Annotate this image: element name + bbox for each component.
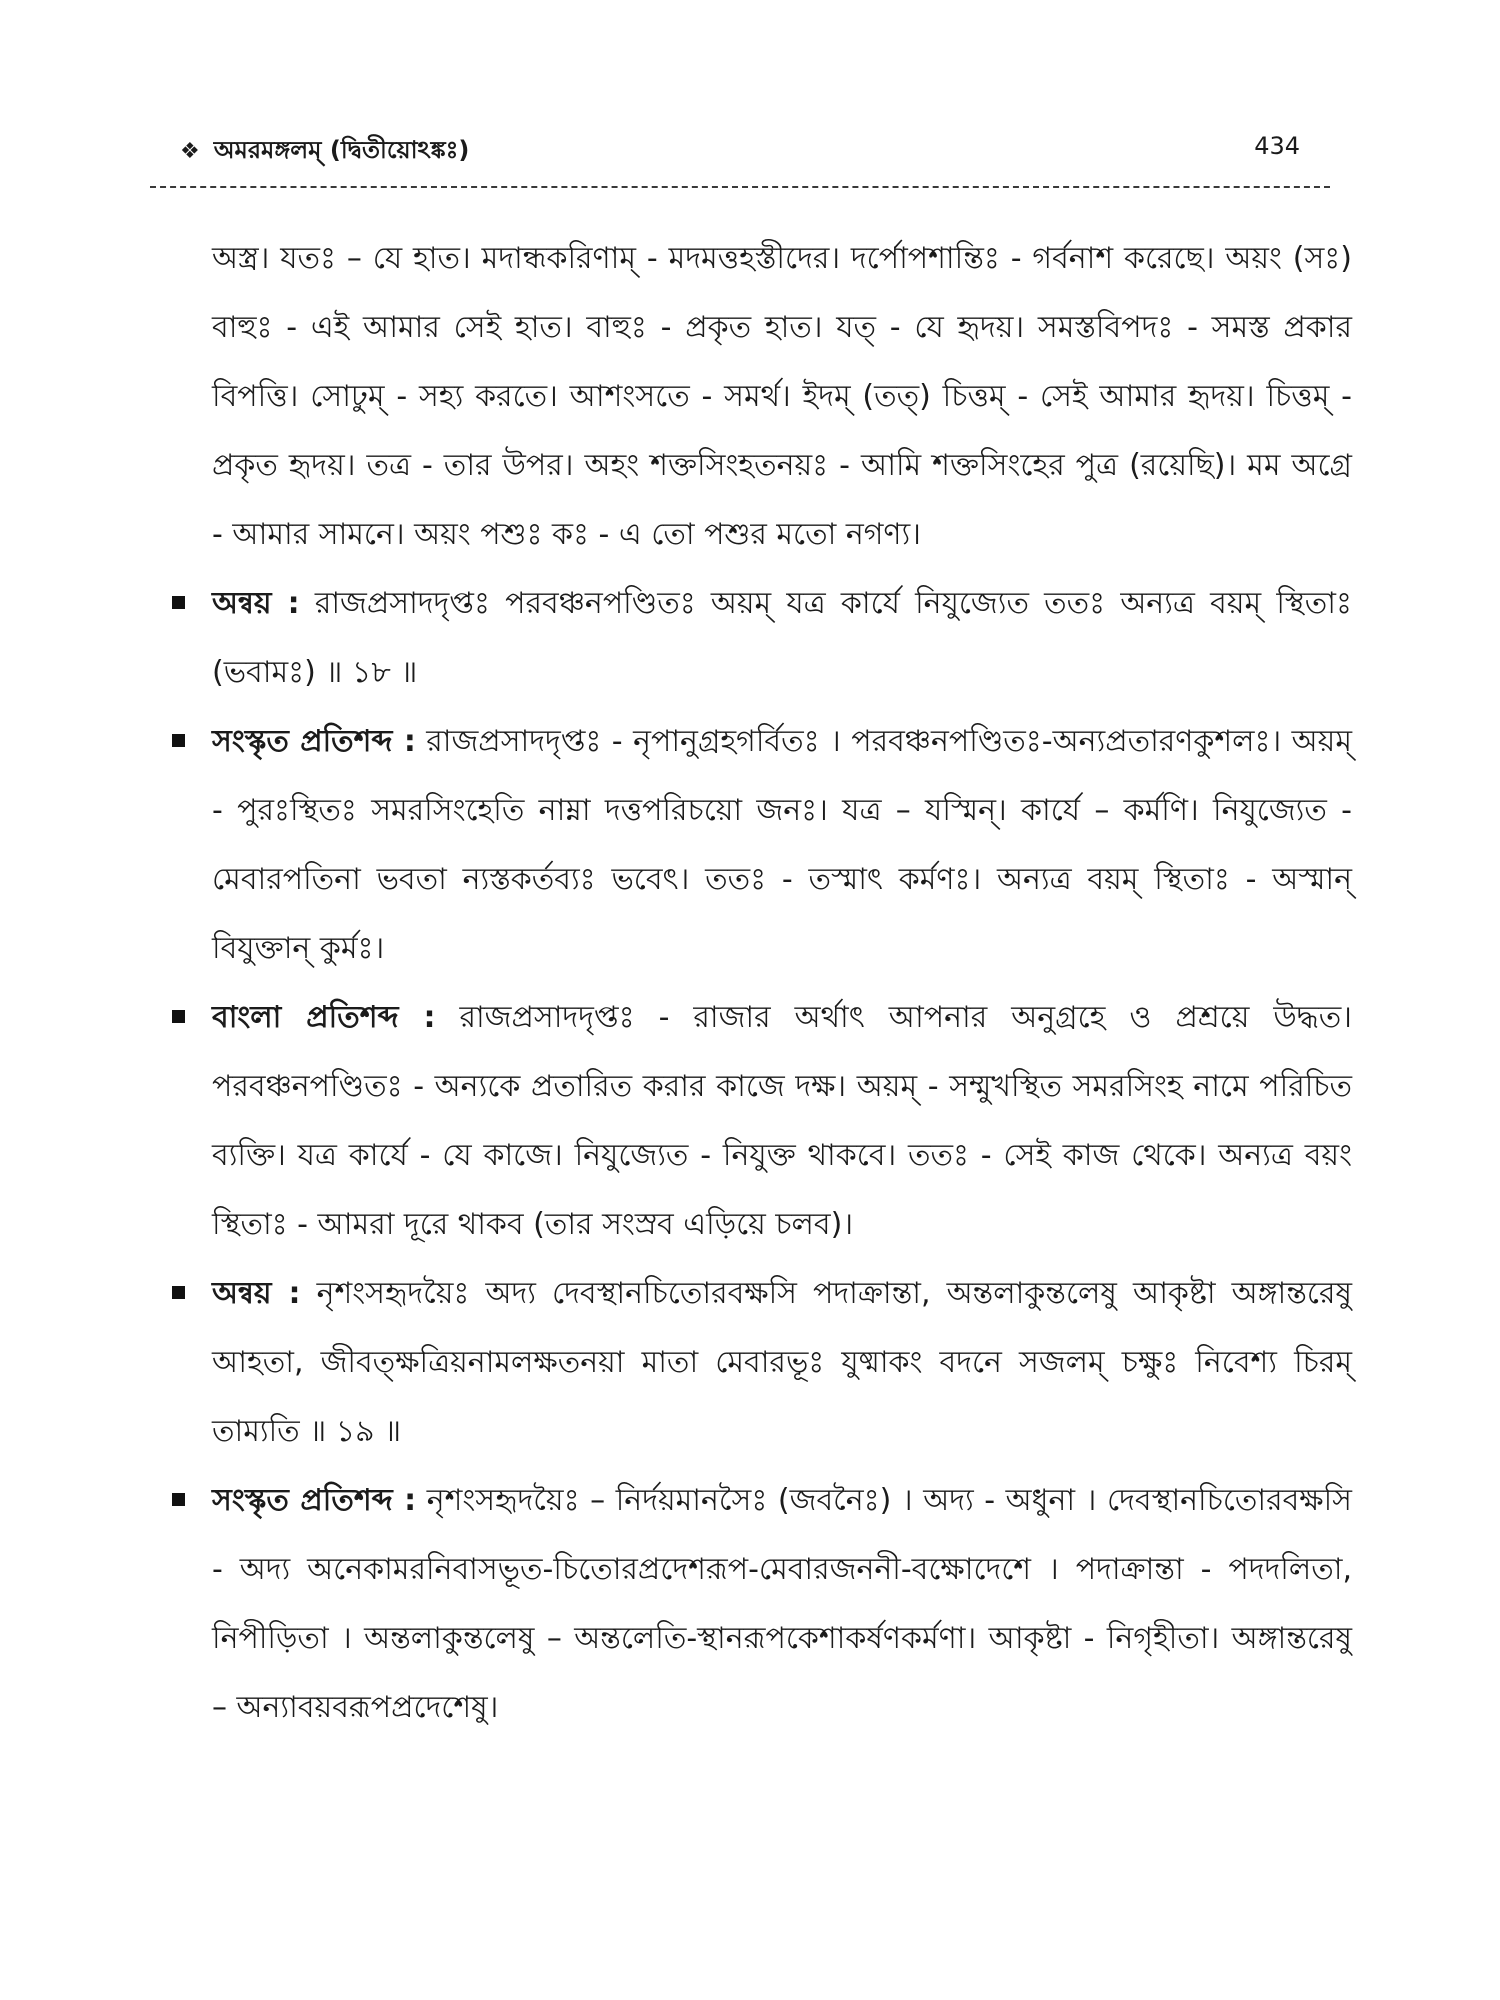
- page-number: 434: [1254, 132, 1300, 160]
- running-header: [180, 132, 1300, 172]
- header-title: [180, 132, 469, 172]
- square-bullet-icon: [172, 1010, 185, 1023]
- item-text: রাজপ্রসাদদৃপ্তঃ - নৃপানুগ্রহগর্বিতঃ । পরবঞ্চনপণ্ডিতঃ-অন্যপ্রতারণকুশলঃ। অয়ম্ - পুরঃস্থিতঃ সমরসিংহেতি নাম্না দত্তপরিচয়ো জনঃ। যত্র – যস্মিন্। কার্যে – কর্মণি। নিযুজ্যেত - মেবারপতিনা ভবতা ন্যস্তকর্তব্যঃ ভবেৎ। ততঃ - তস্মাৎ কর্মণঃ। অন্যত্র বয়ম্ স্থিতাঃ - অস্মান্ বিযুক্তান্ কুর্মঃ।: [212, 724, 1352, 966]
- item-label: সংস্কৃত প্রতিশব্দ :: [212, 724, 416, 759]
- square-bullet-icon: [172, 1493, 185, 1506]
- main-text: [212, 224, 1352, 1742]
- item-label: অন্বয় :: [212, 1276, 301, 1311]
- item-text: রাজপ্রসাদদৃপ্তঃ পরবঞ্চনপণ্ডিতঃ অয়ম্ যত্র কার্যে নিযুজ্যেত ততঃ অন্যত্র বয়ম্ স্থিতাঃ (ভবামঃ) ॥ ১৮ ॥: [212, 586, 1352, 690]
- list-item-anvaya-18: [212, 569, 1352, 707]
- book-title: অমরমঙ্গলম্ (দ্বিতীয়োঽঙ্কঃ): [213, 136, 470, 164]
- square-bullet-icon: [172, 734, 185, 747]
- list-item-sanskrit-synonyms-18: [212, 707, 1352, 983]
- square-bullet-icon: [172, 596, 185, 609]
- header-divider: [150, 186, 1330, 188]
- ornament-icon: ❖: [180, 139, 200, 164]
- intro-paragraph: অস্ত্র। যতঃ – যে হাত। মদান্ধকরিণাম্ - মদমত্তহস্তীদের। দর্পোপশান্তিঃ - গর্বনাশ করেছে। অয়ং (সঃ) বাহুঃ - এই আমার সেই হাত। বাহুঃ - প্রকৃত হাত। যত্ - যে হৃদয়। সমস্তবিপদঃ - সমস্ত প্রকার বিপত্তি। সোঢুম্ - সহ্য করতে। আশংসতে - সমর্থ। ইদম্ (তত্) চিত্তম্ - সেই আমার হৃদয়। চিত্তম্ - প্রকৃত হৃদয়। তত্র - তার উপর। অহং শক্তসিংহতনয়ঃ - আমি শক্তসিংহের পুত্র (রয়েছি)। মম অগ্রে - আমার সামনে। অয়ং পশুঃ কঃ - এ তো পশুর মতো নগণ্য।: [212, 241, 1352, 552]
- item-label: বাংলা প্রতিশব্দ :: [212, 1000, 436, 1035]
- list-item-anvaya-19: [212, 1259, 1352, 1466]
- square-bullet-icon: [172, 1286, 185, 1299]
- list-item-bangla-synonyms-18: [212, 983, 1352, 1259]
- item-text: নৃশংসহৃদয়ৈঃ অদ্য দেবস্থানচিতোরবক্ষসি পদাক্রান্তা, অন্তলাকুন্তলেষু আকৃষ্টা অঙ্গান্তরেষু আহতা, জীবত্ক্ষত্রিয়নামলক্ষতনয়া মাতা মেবারভূঃ যুষ্মাকং বদনে সজলম্ চক্ষুঃ নিবেশ্য চিরম্ তাম্যতি ॥ ১৯ ॥: [212, 1276, 1352, 1449]
- item-label: সংস্কৃত প্রতিশব্দ :: [212, 1483, 417, 1518]
- item-text: রাজপ্রসাদদৃপ্তঃ - রাজার অর্থাৎ আপনার অনুগ্রহে ও প্রশ্রয়ে উদ্ধত। পরবঞ্চনপণ্ডিতঃ - অন্যকে প্রতারিত করার কাজে দক্ষ। অয়ম্ - সম্মুখস্থিত সমরসিংহ নামে পরিচিত ব্যক্তি। যত্র কার্যে - যে কাজে। নিযুজ্যেত - নিযুক্ত থাকবে। ততঃ - সেই কাজ থেকে। অন্যত্র বয়ং স্থিতাঃ - আমরা দূরে থাকব (তার সংস্রব এড়িয়ে চলব)।: [212, 1000, 1352, 1242]
- item-label: অন্বয় :: [212, 586, 300, 621]
- list-item-sanskrit-synonyms-19: [212, 1466, 1352, 1742]
- item-text: নৃশংসহৃদয়ৈঃ – নির্দয়মানসৈঃ (জবনৈঃ) । অদ্য - অধুনা । দেবস্থানচিতোরবক্ষসি - অদ্য অনেকামরনিবাসভূত-চিতোরপ্রদেশরূপ-মেবারজননী-বক্ষোদেশে । পদাক্রান্তা - পদদলিতা, নিপীড়িতা । অন্তলাকুন্তলেষু – অন্তলেতি-স্থানরূপকেশাকর্ষণকর্মণা। আকৃষ্টা - নিগৃহীতা। অঙ্গান্তরেষু – অন্যাবয়বরূপপ্রদেশেষু।: [212, 1483, 1352, 1725]
